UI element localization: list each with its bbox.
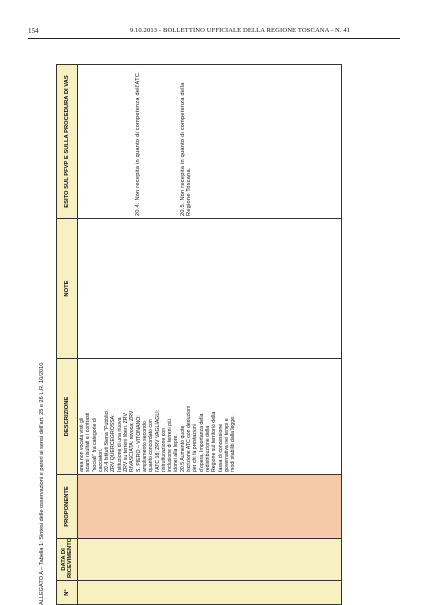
cell-esito	[78, 65, 342, 219]
header-esito: ESITO SUL PFVP E SULLA PROCEDURA DI VAS	[57, 65, 78, 219]
desc-line: S. PIERO – VITONANO:	[135, 415, 142, 472]
header-n: N°	[57, 581, 78, 605]
desc-line: tassa di concessione	[217, 423, 224, 472]
table-row	[78, 65, 342, 605]
rotated-table-block	[39, 65, 342, 605]
page-number: 154	[28, 27, 39, 35]
desc-line: idonei alla lepre.	[173, 434, 180, 472]
cell-data-ricevimento	[78, 539, 342, 581]
desc-line: governativa nei tempi e	[223, 418, 230, 472]
desc-line: Istituzione di una nuova	[116, 417, 123, 472]
esito-spacer	[142, 67, 180, 216]
header-data-ricevimento: DATA DI RICEVIMENTO	[57, 539, 78, 581]
cell-descrizione	[78, 359, 342, 475]
desc-line: ZRV su terreni liberi. ZRV	[123, 413, 130, 472]
desc-line: ampliamento secondo	[141, 421, 148, 472]
desc-line: RIVASCIATA: revoca; ZRV	[129, 410, 136, 472]
desc-line: quanto concordato con	[148, 419, 155, 472]
desc-line: ristrutturazione con	[160, 427, 167, 472]
desc-line: iscrizione ATC con deduzioni	[186, 405, 193, 472]
desc-line: 20.4 Istituti Siena "Pubblici:	[104, 409, 111, 472]
header-rule	[28, 38, 400, 39]
allegato-title: ALLEGATO A – Tabella 1: Sintesi delle osservazioni e pareri ai sensi dell'art. 25 e 26 L.R. 10/2010	[39, 362, 45, 605]
header-proponente: PROPONENTE	[57, 475, 78, 539]
desc-line: cacciatori.	[97, 448, 104, 472]
desc-line: 20.5 Aumento quote	[179, 425, 186, 472]
cell-n	[78, 581, 342, 605]
desc-line: l'ATC 18; ZRV VAGLIAGLI:	[154, 409, 161, 472]
esito-spacer	[79, 67, 135, 216]
desc-line: redistribuzione della	[204, 425, 211, 472]
cell-note	[78, 219, 342, 359]
desc-line: "sociali" fra categorie di	[91, 418, 98, 472]
desc-line: modi stabiliti dalla legge.	[230, 415, 237, 472]
header-descrizione: DESCRIZIONE	[57, 359, 78, 475]
desc-line: Regione sul territorio della	[211, 411, 218, 472]
observations-table	[56, 64, 342, 605]
desc-line: inclusione di terreni più	[167, 418, 174, 472]
esito-item: 20.5. Non recepita in quanto di competenza della Regione Toscana.	[179, 82, 193, 216]
desc-line: ZRV QUERCEGROSSA:	[110, 414, 117, 472]
desc-line: d'opera. Importanza della	[198, 413, 205, 472]
running-head: 9.10.2013 - BOLLETTINO UFFICIALE DELLA REGIONE TOSCANA - N. 41	[129, 27, 351, 34]
esito-item: 20.4. Non recepita in quanto di competenza dell'ATC.	[135, 71, 141, 216]
cell-proponente	[78, 475, 342, 539]
table-header-row	[57, 65, 78, 605]
header-note: NOTE	[57, 219, 78, 359]
desc-line: scarsi risultati e i contrasti	[85, 412, 92, 472]
desc-line: area non vocata visti gli	[79, 417, 85, 472]
desc-line: per chi fa prestazioni	[192, 424, 199, 472]
